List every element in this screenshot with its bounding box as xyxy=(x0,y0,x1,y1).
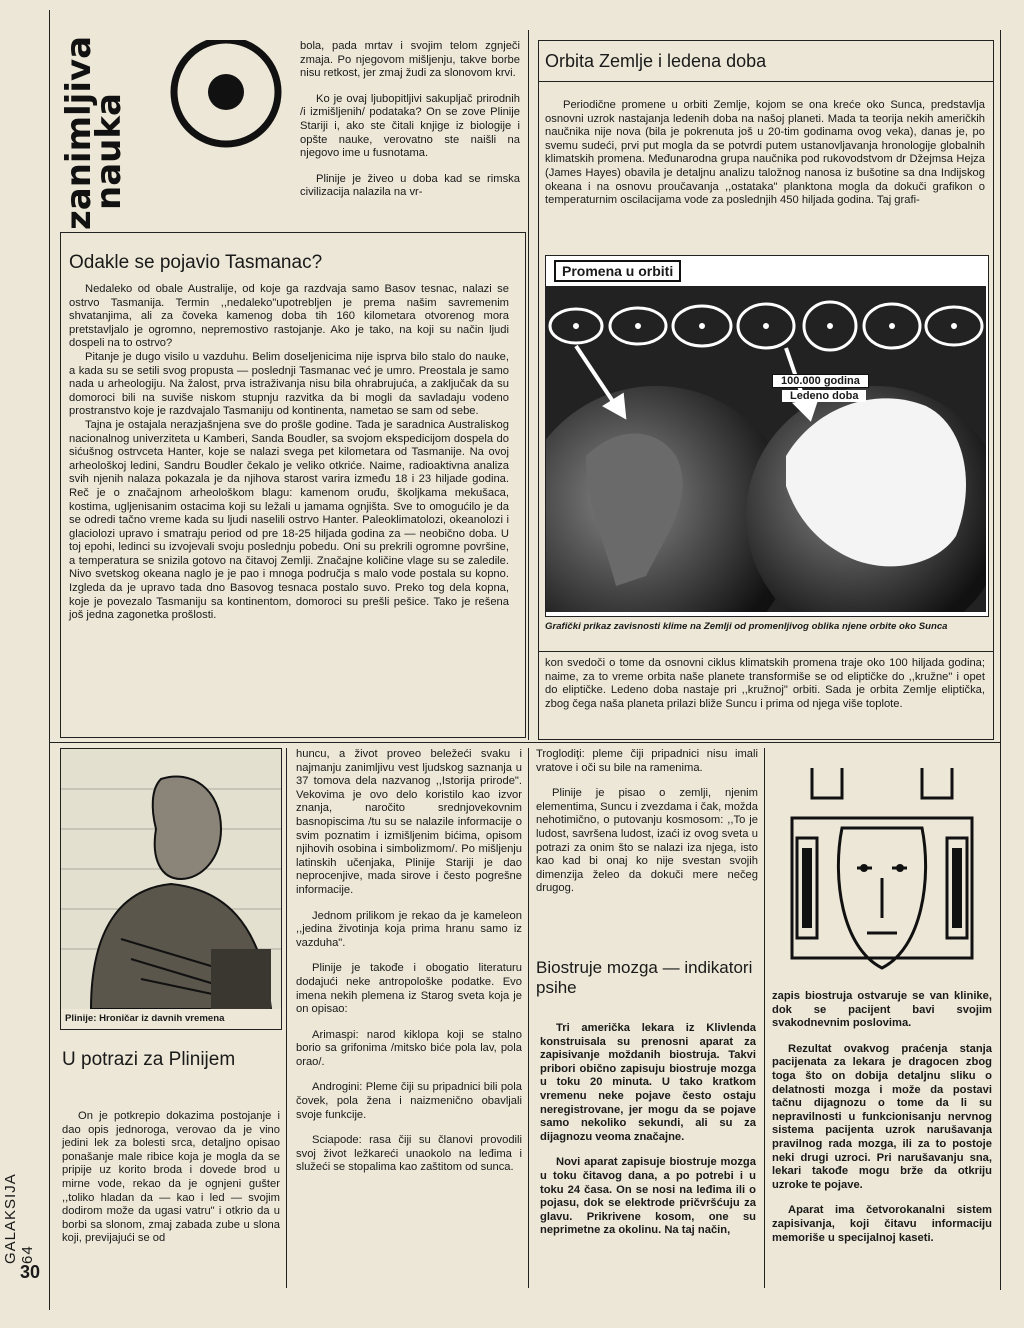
bio-col-1 xyxy=(540,1022,756,1250)
plinius-paragraph: huncu, a život proveo beležeći svaku i najmanju zanimljivu vest ljudskog saznanja u 37 tomova dela nazvanog ,,Istorija prirode". Vekovima je ovo delo koristilo kao izvor znanja, naročito srednjovekovnim basnopiscima /tu su se nalazile informacije o svim poznatim i izmišljenim bićima, opisom njihovih osobina i simbolizmom/. Po mišljenju latinskih učenjaka, Plinije Stariji je dao neprocenjive, mada sirove i često pogrešne informacije. xyxy=(296,748,522,896)
bio-paragraph: Tri američka lekara iz Klivlenda konstruisala su prenosni aparat za zapisivanje moždanih biostruja. Takvi pribori obično zapisuju biostruje mozga u toku 20 minuta. U tako kratkom vremenu neke pojave često ostaju neregistrovane, jer mogu da se pojave samo nekoliko sekundi, ali su za dijagnozu veoma značajne. xyxy=(540,1022,756,1143)
orbit-continuation: kon svedoči o tome da osnovni ciklus klimatskih promena traje oko 100 hiljada godina; naime, za to vreme orbita naše planete transformiše se od eliptičke do ,,kružne" i opet do eliptičke. Ledeno doba nastaje pri ,,kružnoj" orbiti. Sada je orbita Zemlje eliptička, zbog čega naša planeta prilazi bliže Suncu i prima od njega više toplote. xyxy=(545,657,985,710)
logo-wordmark xyxy=(59,30,129,230)
plinius-paragraph: Plinije je takođe i obogatio literaturu dodajući neke antropološke podatke. Evo imena nekih plemena iz Starog sveta koja je on opisao: xyxy=(296,962,522,1016)
orbit-body: Periodične promene u orbiti Zemlje, kojom se ona kreće oko Sunca, predstavlja osnovni uzrok nastajanja ledenih doba na našoj planeti. Mada ta teorija nekih američkih naučnika nije nova (bila je pokrenuta još u 20-tim godinama ovog veka), danas je, po svemu sudeći, prvi put mogla da se potvrdi putem ustanovljavanja hronologije globalnih klimatskih promena. Međunarodna grupa naučnika pod rukovodstvom dr Džejmsa Hejza (James Hayes) obavila je detaljnu analizu taložnog nanosa iz bušotine sa dna Indijskog okeana i na osnovu proučavanja ,,ostataka" planktona mogla da dokuči grafikon o temperaturnim oscilacijama vode za poslednjih 450 hiljada godina. Taj grafi- xyxy=(545,99,985,207)
plinius-col-1: On je potkrepio dokazima postojanje i dao opis jednoroga, verovao da je vino jedini lek za bolesti srca, detaljno opisao ponašanje male ribice koja je mogla da se pripije uz korito broda i dovede brod u mirne vode, rekao da je ognjeni gušter ,,toliko hladan da — kao i led — svojim dodirom može da ugasi vatru" i otkrio da u borbi sa slonom, zmaj zabada zube u slona koji, previjajući se od xyxy=(62,1110,280,1245)
page-number: 30 xyxy=(20,1262,41,1282)
intro-column xyxy=(300,40,520,212)
section-logo xyxy=(54,35,286,252)
bio-paragraph: zapis biostruja ostvaruje se van klinike, dok se pacijent bavi svojim svakodnevnim poslovima. xyxy=(772,990,992,1030)
plinius-portrait-box xyxy=(60,748,282,1030)
intro-paragraph: Ko je ovaj ljubopitljivi sakupljač prirodnih /i izmišljenih/ podataka? On se zove Plinije Stariji i, ako ste čitali knjige iz biologije i opšte nauke, verovatno ste naišli na njegovo ime u fusnotama. xyxy=(300,92,520,160)
caption-rule xyxy=(539,651,993,652)
center-rule-bottom xyxy=(528,748,529,1288)
orbit-box xyxy=(538,40,994,740)
plinius-paragraph: Androgini: Pleme čiji su pripadnici bili pola čovek, pola žena i naizmenično obavljali svoje funkcije. xyxy=(296,1081,522,1121)
plinius-paragraph: Sciapode: rasa čiji su članovi provodili svoj život ležkareći unaokolo na leđima i služeći se stopalima kao zaštitom od sunca. xyxy=(296,1134,522,1174)
plinius-paragraph: Troglodiţi: pleme čiji pripadnici nisu imali vratove i oči su bile na ramenima. xyxy=(536,748,758,774)
plinius-paragraph: Jednom prilikom je rekao da je kameleon ,,jedina životinja koja prima hranu samo iz vazduha". xyxy=(296,909,522,949)
right-edge-rule xyxy=(1000,30,1001,1290)
section-divider xyxy=(50,742,1000,743)
magazine-name: GALAKSIJA 64 xyxy=(2,1174,36,1264)
ice-age-label: Ledeno doba xyxy=(782,390,866,402)
logo-line-1: zanimljiva xyxy=(59,35,99,230)
tasmania-body xyxy=(69,283,509,623)
mid-left-rule xyxy=(286,748,287,1288)
logo-line-2: nauka xyxy=(89,93,129,210)
bio-col-2 xyxy=(772,990,992,1257)
left-margin-rule xyxy=(49,10,50,1310)
portrait-caption: Plinije: Hroničar iz davnih vremena xyxy=(65,1013,225,1024)
bio-paragraph: Rezultat ovakvog praćenja stanja pacijenata za lekara je dragocen zbog toga što on dobija detaljnu sliku o delatnosti mozga i može da postavi tačnu dijagnozu o tome da li su nepravilnosti u funkcionisanju nervnog sistema pacijenta uzrok narušavanja pravilnog rada mozga, ili za to postoje neki drugi uzroci. Pri narušavanju sna, lekari takođe mogu brže da otkriju uzroke te pojave. xyxy=(772,1042,992,1191)
orbit-diagram xyxy=(546,256,986,612)
figure-label: Promena u orbiti xyxy=(554,260,681,282)
tasmania-box xyxy=(60,232,526,738)
plinius-portrait-image xyxy=(61,749,281,1009)
target-logo-icon xyxy=(166,40,286,160)
tasmania-paragraph: Tajna je ostajala nerazjašnjena sve do prošle godine. Tada je saradnica Australiskog nacionalnog univerziteta u Kamberi, Sanda Boudler, sa svojom ekspedicijom dospela do sićušnog ostrvceta Hanter, koje se nalazi svega pet kilometara od Tasmanije. Na ovoj arheološkoj ledini, Sandru Boudler čekalo je veliko otkriće. Naime, radioaktivna analiza svih njenih nalaza pokazala je da njihova starost varira između 18 i 23 hiljade godina. Reč je o značajnom arheološkom blagu: kamenom oruđu, školjkama mekušaca, kostima, ugljenisanim ostacima koji su ležali u jamama ognjišta. Sve to omogućilo je da se odredi tačno vreme kada su ljudi naselili ostrvo Hanter. Paleoklimatolozi, okeanolozi i glaciolozi upravo i smatraju period od pre 18-25 hiljada godina za — neobično doba. U toj epohi, ledinci su izvojevali svoju poslednju pobedu. Oni su prekrili ogromne površine, a temperatura se snizila gotovo na čitavoj Zemlji. Značajne količine vlage su se zaledile. Nivo svetskog okeana naglo je je pao i mnoga područja s malo vode postala su kopno. Izgleda da je upravo tada dno Basovog tesnaca postalo suvo. Preko tog dela kopna, koje je povezalo Tasmaniju sa kontinentom, domoroci su prešli pešice. Tako je rešena još jedna zagonetka prošlosti. xyxy=(69,418,509,622)
figure-caption: Grafički prikaz zavisnosti klime na Zemlji od promenljivog oblika njene orbite oko Sunca xyxy=(545,621,948,632)
plinius-paragraph: Plinije je pisao o zemlji, njenim elementima, Suncu i zvezdama i čak, možda nehotimično, o putovanju kosmosom: ,,To je ludost, savršena ludost, izaći iz ovog sveta u potrazi za onim što se nalazi iza njega, isto kao kad bi onaj ko nije svestan svojih dimenzija želeo da dokuči mere nečeg drugog. xyxy=(536,787,758,895)
intro-paragraph: Plinije je živeo u doba kad se rimska civilizacija nalazila na vr- xyxy=(300,172,520,199)
bio-paragraph: Aparat ima četvorokanalni sistem zapisivanja, koji čitavu informaciju memoriše u specijalnoj kaseti. xyxy=(772,1204,992,1244)
tasmania-paragraph: Pitanje je dugo visilo u vazduhu. Belim doseljenicima nije isprva bilo stalo do nauke, a kada su se setili svog propusta — poslednji Tasmanac već je umro. Preostala je samo nada u arheologiju. Na žalost, prva istraživanja nisu bila ohrabrujuća, a zaključak da su domoroci bili na suviše niskom stupnju razvitka da bi mogli da savladaju vodeno prostranstvo koje je razdvajalo Tasmaniju od kontinenta, nametao se sam od sebe. xyxy=(69,350,509,418)
mid-right-rule xyxy=(764,748,765,1288)
center-rule-top xyxy=(528,30,529,740)
bio-paragraph: Novi aparat zapisuje biostruje mozga u toku čitavog dana, a po potrebi i u toku 24 časa. On se nosi na leđima ili o pojasu, dok se elektrode pričvršćuju za glavu. Prikrivene kosom, one su neprimetne za okolinu. Na taj način, xyxy=(540,1156,756,1237)
years-label: 100.000 godina xyxy=(772,374,869,388)
tasmania-title: Odakle se pojavio Tasmanac? xyxy=(69,252,323,273)
plinius-col-2 xyxy=(296,748,522,1187)
plinius-paragraph: Arimaspi: narod kiklopa koji se stalno borio sa grifonima /mitsko biće pola lav, pola orao/. xyxy=(296,1028,522,1068)
plinius-col-3 xyxy=(536,748,758,908)
bio-title: Biostruje mozga — indikatori psihe xyxy=(536,958,753,997)
intro-paragraph: bola, pada mrtav i svojim telom zgnječi zmaja. Po njegovom mišljenju, takve borbe nisu retkost, jer zmaj žudi za slonovom krvi. xyxy=(300,40,520,80)
orbit-title: Orbita Zemlje i ledena doba xyxy=(545,51,767,71)
orbit-title-rule xyxy=(539,81,993,82)
tasmania-paragraph: Nedaleko od obale Australije, od koje ga razdvaja samo Basov tesnac, nalazi se ostrvo Tasmanija. Termin ,,nedaleko"upotrebljen je prema našim savremenim shvatanjima, ali za čoveka kamenog doba tih 160 kilometara otvorenog mora pretstavljalo je ogromno, nepremostivo rastojanje. Ako je tako, na koji su način ljudi dospeli na to ostrvo? xyxy=(69,283,509,350)
plinius-title: U potrazi za Plinijem xyxy=(62,1049,236,1070)
brain-machine-illustration xyxy=(772,758,992,988)
orbit-figure xyxy=(545,255,989,617)
